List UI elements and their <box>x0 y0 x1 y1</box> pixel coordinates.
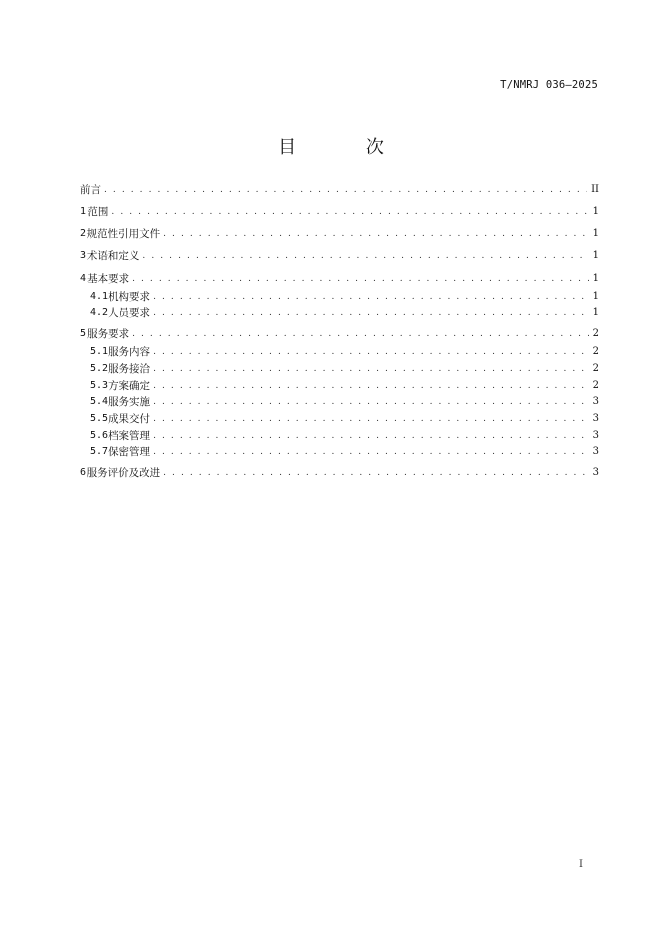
toc-entry-number: 2 <box>80 228 87 239</box>
toc-entry-5-3[interactable] <box>90 379 599 393</box>
toc-entry-6[interactable] <box>80 466 599 480</box>
toc-entry-page: 1 <box>592 307 599 318</box>
toc-entry-5-7[interactable] <box>90 445 599 459</box>
toc-entry-2[interactable] <box>80 227 599 241</box>
toc-entry-label: 机构要求 <box>108 291 151 303</box>
dot-leader <box>163 227 589 241</box>
toc-entry-number: 1 <box>80 206 87 217</box>
toc-entry-label: 服务评价及改进 <box>86 467 161 479</box>
toc-entry-number: 5.6 <box>90 430 109 441</box>
toc-entry-number: 5.7 <box>90 446 109 457</box>
toc-entry-4-2[interactable] <box>90 306 599 320</box>
toc-entry-label: 服务实施 <box>108 396 151 408</box>
dot-leader <box>153 379 589 393</box>
dot-leader <box>132 272 589 286</box>
toc-entry-label: 成果交付 <box>108 413 151 425</box>
toc-entry-5-1[interactable] <box>90 345 599 359</box>
toc-entry-label: 前言 <box>80 184 101 196</box>
document-code: T/NMRJ 036—2025 <box>500 79 598 91</box>
dot-leader <box>163 466 589 480</box>
toc-entry-number: 5.1 <box>90 346 109 357</box>
toc-entry-page: 3 <box>592 396 599 407</box>
toc-entry-number: 3 <box>80 250 87 261</box>
toc-entry-page: 1 <box>592 250 599 261</box>
dot-leader <box>153 429 589 443</box>
toc-entry-page: 1 <box>592 206 599 217</box>
toc-entry-number: 5.4 <box>90 396 109 407</box>
toc-entry-number: 5.3 <box>90 380 109 391</box>
toc-entry-page: 1 <box>592 228 599 239</box>
toc-entry-number: 4.1 <box>90 291 109 302</box>
dot-leader <box>153 395 589 409</box>
toc-entry-1[interactable] <box>80 205 599 219</box>
toc-entry-5-4[interactable] <box>90 395 599 409</box>
toc-entry-5[interactable] <box>80 327 599 341</box>
toc-entry-page: 1 <box>592 273 599 284</box>
toc-entry-5-5[interactable] <box>90 412 599 426</box>
toc-entry-number: 5.5 <box>90 413 109 424</box>
dot-leader <box>153 362 589 376</box>
dot-leader <box>104 183 587 197</box>
toc-entry-4-1[interactable] <box>90 290 599 304</box>
dot-leader <box>153 290 589 304</box>
dot-leader <box>111 205 588 219</box>
toc-entry-page: 1 <box>592 291 599 302</box>
dot-leader <box>142 249 588 263</box>
toc-entry-label: 范围 <box>87 206 109 218</box>
toc-entry-3[interactable] <box>80 249 599 263</box>
toc-entry-page: 3 <box>592 413 599 424</box>
page-number: I <box>579 859 583 870</box>
toc-entry-label: 方案确定 <box>108 380 151 392</box>
toc-entry-label: 人员要求 <box>108 307 151 319</box>
toc-entry-label: 档案管理 <box>108 430 151 442</box>
toc-entry-label: 保密管理 <box>108 446 151 458</box>
toc-entry-number: 6 <box>80 467 87 478</box>
toc-entry-label: 服务要求 <box>87 328 130 340</box>
toc-entry-label: 规范性引用文件 <box>86 228 161 240</box>
toc-entry-label: 服务接洽 <box>108 363 151 375</box>
dot-leader <box>153 345 589 359</box>
dot-leader <box>153 306 589 320</box>
toc-entry-5-6[interactable] <box>90 429 599 443</box>
toc-entry-label: 术语和定义 <box>86 250 140 262</box>
toc-entry-label: 服务内容 <box>108 346 151 358</box>
toc-entry-4[interactable] <box>80 272 599 286</box>
toc-entry-page: 2 <box>592 363 599 374</box>
toc-entry-number: 4 <box>80 273 87 284</box>
toc-entry-page: 2 <box>592 346 599 357</box>
toc-entry-page: 3 <box>592 446 599 457</box>
dot-leader <box>153 412 589 426</box>
toc-entry-page: 3 <box>592 467 599 478</box>
toc-entry-page: 3 <box>592 430 599 441</box>
toc-entry-page: 2 <box>592 328 599 339</box>
toc-entry-number: 5 <box>80 328 87 339</box>
toc-entry-number: 5.2 <box>90 363 109 374</box>
toc-entry-page: II <box>591 184 599 195</box>
toc-entry-page: 2 <box>592 380 599 391</box>
dot-leader <box>153 445 589 459</box>
toc-entry-number: 4.2 <box>90 307 109 318</box>
toc-entry-label: 基本要求 <box>87 273 130 285</box>
toc-entry-5-2[interactable] <box>90 362 599 376</box>
dot-leader <box>132 327 589 341</box>
toc-entry-foreword[interactable] <box>80 183 599 197</box>
toc-title: 目 次 <box>278 137 416 158</box>
